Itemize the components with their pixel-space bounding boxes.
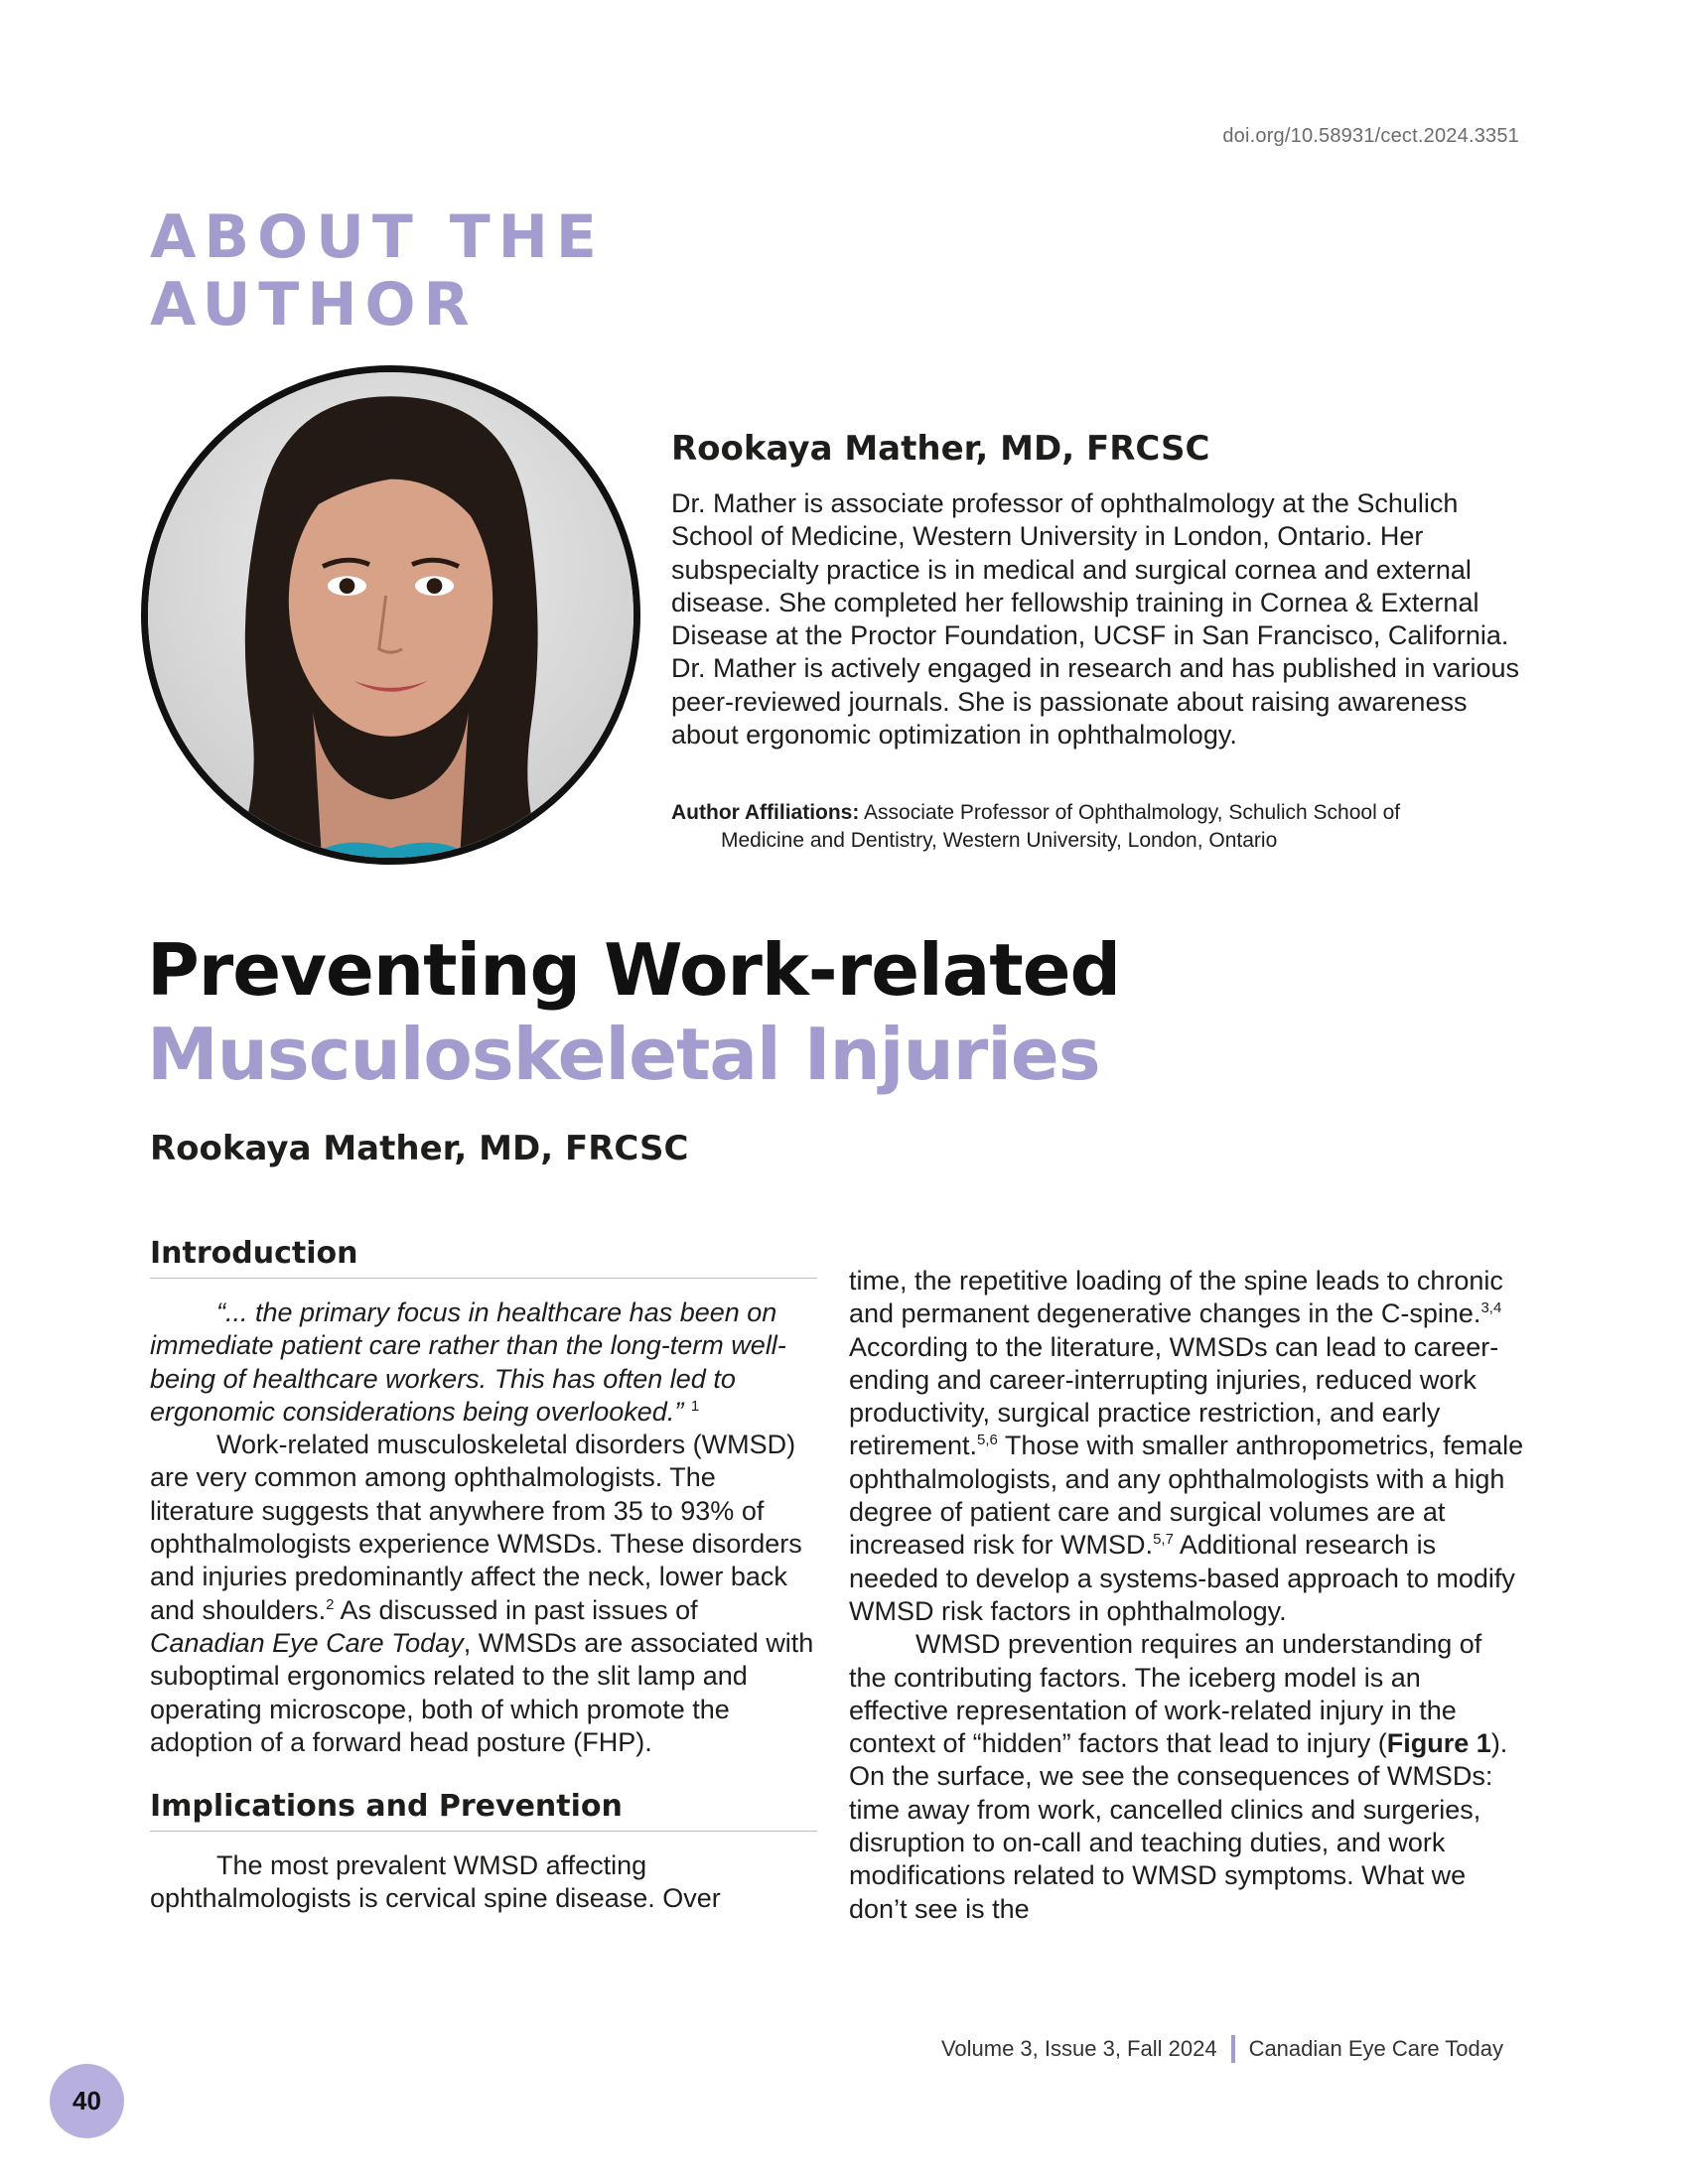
page-number-badge: 40 (50, 2064, 124, 2138)
paragraph-text: time, the repetitive loading of the spine leads to chronic and permanent degenerative changes in the C-spine. (849, 1266, 1503, 1329)
about-heading-line2: AUTHOR (150, 270, 478, 340)
right-column (849, 1265, 1524, 1926)
paragraph-cervical-spine: The most prevalent WMSD affecting ophthalmologists is cervical spine disease. Over (150, 1850, 721, 1914)
journal-title: Canadian Eye Care Today (1248, 2036, 1503, 2061)
issue-info: Volume 3, Issue 3, Fall 2024 (940, 2036, 1217, 2061)
author-affiliations (671, 799, 1525, 855)
section-heading-implications: Implications and Prevention (150, 1787, 817, 1832)
paragraph-wmsd-overview (150, 1429, 817, 1759)
paragraph-risk-factors (849, 1265, 1524, 1628)
footer-divider (1231, 2035, 1235, 2063)
paragraph-text: According to the literature, WMSDs can lead to career-ending and career-interrupting injuries, reduced work productivity, surgical practice restriction, and early retirement. (849, 1331, 1499, 1461)
paragraph-text: WMSD prevention requires an understanding of the contributing factors. The iceberg model is an effective representation of work-related injury in the context of “hidden” factors that lead to injury ( (849, 1629, 1482, 1759)
page-footer (941, 2035, 1503, 2063)
affiliations-line1: Associate Professor of Ophthalmology, Schulich School of (859, 801, 1401, 824)
paragraph-iceberg-model (849, 1628, 1524, 1926)
left-column (150, 1234, 817, 1916)
author-name: Rookaya Mather, MD, FRCSC (671, 429, 1210, 469)
affiliations-line2: Medicine and Dentistry, Western University, London, Ontario (721, 829, 1278, 852)
paragraph-text: ). On the surface, we see the consequences of WMSDs: time away from work, cancelled clinics and surgeries, disruption to on-call and teaching duties, and work modifications related to WMSD symptoms. What we don’t see is the (849, 1728, 1508, 1924)
reference-superscript: 5,7 (1153, 1531, 1174, 1549)
reference-superscript: 1 (690, 1397, 700, 1415)
article-title-line1: Preventing Work-related (147, 928, 1121, 1012)
reference-superscript: 2 (326, 1595, 335, 1613)
author-bio: Dr. Mather is associate professor of ophthalmology at the Schulich School of Medicine, Western University in London, Ontario. Her subspecialty practice is in medical and surgical cornea and external disease. She completed her fellowship training in Cornea & External Disease at the Proctor Foundation, UCSF in San Francisco, California. Dr. Mather is actively engaged in research and has published in various peer-reviewed journals. She is passionate about raising awareness about ergonomic optimization in ophthalmology. (671, 488, 1519, 751)
author-portrait (141, 365, 640, 865)
paragraph-text: , WMSDs are associated with suboptimal ergonomics related to the slit lamp and operating microscope, both of which promote the adoption of a forward head posture (FHP). (150, 1627, 814, 1757)
article-byline: Rookaya Mather, MD, FRCSC (150, 1129, 689, 1168)
paragraph-text: Those with smaller anthropometrics, female ophthalmologists, and any ophthalmologists with a high degree of patient care and surgical volumes are at increased risk for WMSD. (849, 1431, 1524, 1561)
article-title-line2: Musculoskeletal Injuries (147, 1013, 1100, 1096)
reference-superscript: 3,4 (1480, 1299, 1502, 1317)
paragraph-text: Work-related musculoskeletal disorders (WMSD) are very common among ophthalmologists. The literature suggests that anywhere from 35 to 93% of ophthalmologists experience WMSDs. These disorders and injuries predominantly affect the neck, lower back and shoulders. (150, 1430, 802, 1625)
section-heading-introduction: Introduction (150, 1234, 817, 1279)
journal-name: Canadian Eye Care Today (150, 1627, 464, 1658)
paragraph-text: As discussed in past issues of (334, 1594, 698, 1625)
quote-text: “... the primary focus in healthcare has been on immediate patient care rather than the long-term well-being of healthcare workers. This has often led to ergonomic considerations being overlooked.” (150, 1297, 786, 1427)
paragraph-text: Additional research is needed to develop a systems-based approach to modify WMSD risk factors in ophthalmology. (849, 1530, 1515, 1626)
affiliations-label: Author Affiliations: (671, 801, 860, 824)
figure-reference-link[interactable]: Figure 1 (1386, 1728, 1491, 1759)
doi-link[interactable]: doi.org/10.58931/cect.2024.3351 (1222, 125, 1519, 147)
reference-superscript: 5,6 (977, 1432, 998, 1449)
intro-quote (150, 1297, 817, 1429)
about-heading-line1: ABOUT THE (150, 203, 605, 272)
about-the-author-heading (150, 204, 605, 339)
